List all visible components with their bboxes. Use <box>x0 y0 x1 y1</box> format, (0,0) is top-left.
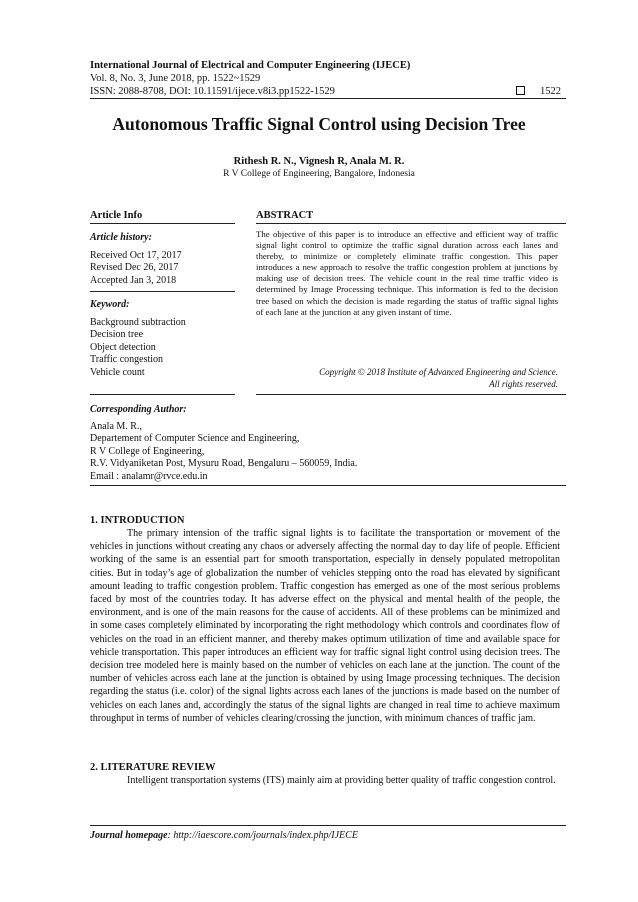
journal-issn-doi: ISSN: 2088-8708, DOI: 10.11591/ijece.v8i3.pp1522-1529 <box>90 86 335 97</box>
literature-review-text: Intelligent transportation systems (ITS) mainly aim at providing better quality of traffic congestion control. <box>127 775 556 786</box>
history-accepted: Accepted Jan 3, 2018 <box>90 274 177 286</box>
affiliation: R V College of Engineering, Bangalore, Indonesia <box>223 169 415 179</box>
keywords-rule <box>90 394 235 395</box>
paper-title: Autonomous Traffic Signal Control using Decision Tree <box>112 114 526 134</box>
journal-homepage <box>90 829 358 842</box>
author-address: R.V. Vidyaniketan Post, Mysuru Road, Bengaluru – 560059, India. <box>90 458 358 470</box>
history-received: Received Oct 17, 2017 <box>90 250 182 261</box>
keywords-heading: Keyword: <box>90 299 130 310</box>
introduction-heading: 1. INTRODUCTION <box>90 515 185 526</box>
corresponding-author-heading: Corresponding Author: <box>90 404 187 415</box>
homepage-label: Journal homepage <box>90 830 168 841</box>
author-college: R V College of Engineering, <box>90 445 205 457</box>
copyright-line-2: All rights reserved. <box>489 378 558 389</box>
history-rule <box>90 291 235 292</box>
literature-review-heading: 2. LITERATURE REVIEW <box>90 762 216 773</box>
article-history-heading: Article history: <box>90 232 152 243</box>
page-number: 1522 <box>540 86 561 97</box>
history-revised: Revised Dec 26, 2017 <box>90 262 179 274</box>
abstract-heading: ABSTRACT <box>256 210 314 221</box>
keyword-item: Traffic congestion <box>90 354 164 366</box>
introduction-text: The primary intension of the traffic signal lights is to facilitate the transportation or movement of the vehicles in junctions without creating any chaos or adversely affecting the normal day to day life of people. Efficient working of the same is an essential part for smooth transportation, especially in densely populated metropolitan cities. But in today’s age of globalization the number of vehicles stepping onto the road has elevated by significant amount leading to traffic congestion problem. Traffic congestion has emerged as one of the most serious problems faced by most of the countries today. It has adverse effect on the physical and mental health of the people, the environment, and is one of the main reasons for the cause of accidents. All of these problems can be minimized and in some cases completely eliminated by incorporating the right methodology which controls and coordinates flow of vehicles on the road in an efficient manner, and thereby makes optimum utilization of time and available space for vehicle transportation. This paper introduces an efficient way for traffic signal light control using decision trees. The decision tree modeled here is mainly based on the number of vehicles on each lane at the junction. The count of the number of vehicles across each lane at the junction is obtained by using Image processing techniques. The decision regarding the status (i.e. color) of the signal lights across each lanes of the junctions is made based on the number of vehicles on each lanes and, accordingly the status of the signal lights are changed in real time to achieve maximum throughput in terms of number of vehicles clearing/crossing the junction, with minimum chances of traffic jam. <box>90 528 560 724</box>
journal-volume: Vol. 8, No. 3, June 2018, pp. 1522~1529 <box>90 73 261 84</box>
keyword-item: Object detection <box>90 341 156 353</box>
journal-name: International Journal of Electrical and Computer Engineering (IJECE) <box>90 60 411 71</box>
abstract-text: The objective of this paper is to introduce an effective and efficient way of traffic signal light control to optimize the traffic signal duration across each lanes and thereby, to minimize or completely eliminate traffic congestion. This paper introduces a new approach to resolve the traffic congestion problem at junctions by making use of decision trees. The vehicle count in the real time traffic video is determined by Image Processing technique. This information is fed to the decision tree based on which the decision is made regarding the status of traffic signal lights of each lane at the junction at any given instant of time. <box>256 229 558 317</box>
corresponding-author-block <box>90 421 560 483</box>
header-rule <box>90 98 566 99</box>
keywords-list <box>90 317 240 379</box>
footer-rule <box>90 825 566 826</box>
article-info-rule <box>90 223 235 224</box>
abstract-bottom-rule <box>256 394 566 395</box>
checkbox-square-icon <box>516 86 525 95</box>
author-email: Email : analamr@rvce.edu.in <box>90 470 208 482</box>
copyright-line-1: Copyright © 2018 Institute of Advanced Engineering and Science. <box>319 367 558 377</box>
article-info-heading: Article Info <box>90 210 143 221</box>
keyword-item: Vehicle count <box>90 366 145 378</box>
abstract-rule <box>256 223 566 224</box>
authors: Rithesh R. N., Vignesh R, Anala M. R. <box>233 156 405 167</box>
article-history-list <box>90 250 240 287</box>
corresponding-rule <box>90 485 566 486</box>
keyword-item: Background subtraction <box>90 317 186 328</box>
copyright-notice <box>256 367 558 390</box>
keyword-item: Decision tree <box>90 329 144 341</box>
homepage-url[interactable]: : http://iaescore.com/journals/index.php/IJECE <box>167 830 358 841</box>
author-department: Departement of Computer Science and Engineering, <box>90 433 300 445</box>
author-name: Anala M. R., <box>90 421 142 432</box>
